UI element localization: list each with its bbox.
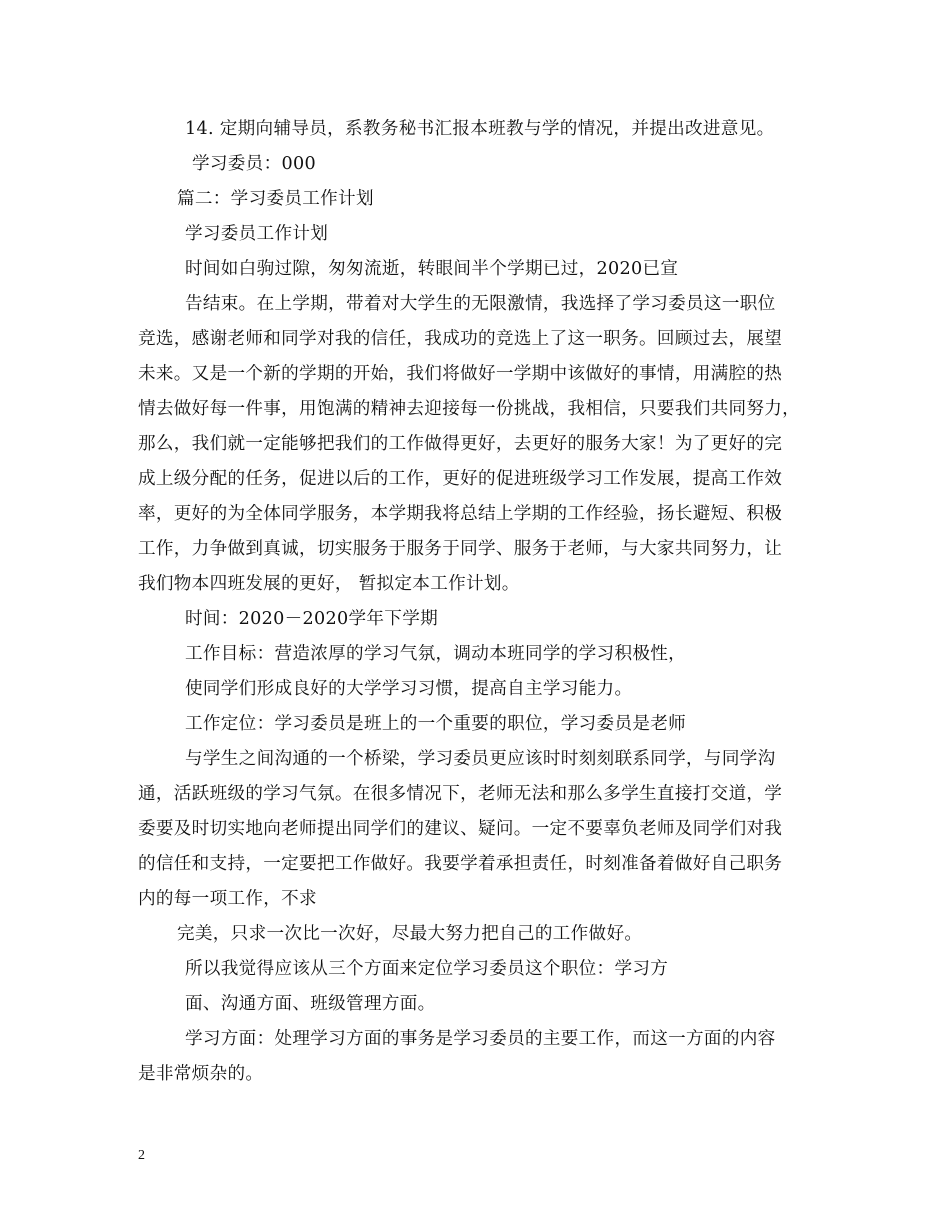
- text-line: 未来。又是一个新的学期的开始，我们将做好一学期中该做好的事情，用满腔的热: [138, 364, 783, 384]
- page-number: 2: [138, 1148, 145, 1163]
- text-line: 14. 定期向辅导员，系教务秘书汇报本班教与学的情况，并提出改进意见。: [185, 119, 775, 139]
- text-line: 时间：2020－2020学年下学期: [185, 609, 438, 629]
- text-line: 面、沟通方面、班级管理方面。: [185, 994, 436, 1014]
- text-line: 所以我觉得应该从三个方面来定位学习委员这个职位：学习方: [185, 959, 669, 979]
- text-line: 成上级分配的任务，促进以后的工作，更好的促进班级学习工作发展，提高工作效: [138, 469, 783, 489]
- text-line: 工作，力争做到真诚，切实服务于服务于同学、服务于老师，与大家共同努力，让: [138, 539, 783, 559]
- text-line: 与学生之间沟通的一个桥梁，学习委员更应该时时刻刻联系同学，与同学沟: [185, 749, 776, 769]
- text-line: 完美，只求一次比一次好，尽最大努力把自己的工作做好。: [177, 924, 643, 944]
- section-heading: 篇二：学习委员工作计划: [177, 189, 374, 209]
- text-line: 告结束。在上学期，带着对大学生的无限激情，我选择了学习委员这一职位: [185, 294, 776, 314]
- text-line: 的信任和支持，一定要把工作做好。我要学着承担责任，时刻准备着做好自己职务: [138, 854, 783, 874]
- text-line: 竞选，感谢老师和同学对我的信任，我成功的竞选上了这一职务。回顾过去，展望: [138, 329, 783, 349]
- text-line: 时间如白驹过隙，匆匆流逝，转眼间半个学期已过，2020已宣: [185, 259, 679, 279]
- text-line: 学习委员：000: [192, 154, 316, 174]
- text-line: 工作定位：学习委员是班上的一个重要的职位，学习委员是老师: [185, 714, 687, 734]
- text-line: 内的每一项工作，不求: [138, 889, 317, 909]
- text-line: 学习方面：处理学习方面的事务是学习委员的主要工作，而这一方面的内容: [185, 1029, 776, 1049]
- text-line: 委要及时切实地向老师提出同学们的建议、疑问。一定不要辜负老师及同学们对我: [138, 819, 783, 839]
- text-line: 使同学们形成良好的大学学习习惯，提高自主学习能力。: [185, 679, 633, 699]
- text-line: 我们物本四班发展的更好， 暂拟定本工作计划。: [138, 574, 520, 594]
- text-line: 率，更好的为全体同学服务，本学期我将总结上学期的工作经验，扬长避短、积极: [138, 504, 783, 524]
- text-line: 那么，我们就一定能够把我们的工作做得更好，去更好的服务大家！为了更好的完: [138, 434, 783, 454]
- text-line: 是非常烦杂的。: [138, 1064, 264, 1084]
- text-line: 工作目标：营造浓厚的学习气氛，调动本班同学的学习积极性，: [185, 644, 687, 664]
- text-line: 情去做好每一件事，用饱满的精神去迎接每一份挑战，我相信，只要我们共同努力，: [138, 399, 801, 419]
- section-subheading: 学习委员工作计划: [185, 224, 329, 244]
- text-line: 通，活跃班级的学习气氛。在很多情况下，老师无法和那么多学生直接打交道，学: [138, 784, 783, 804]
